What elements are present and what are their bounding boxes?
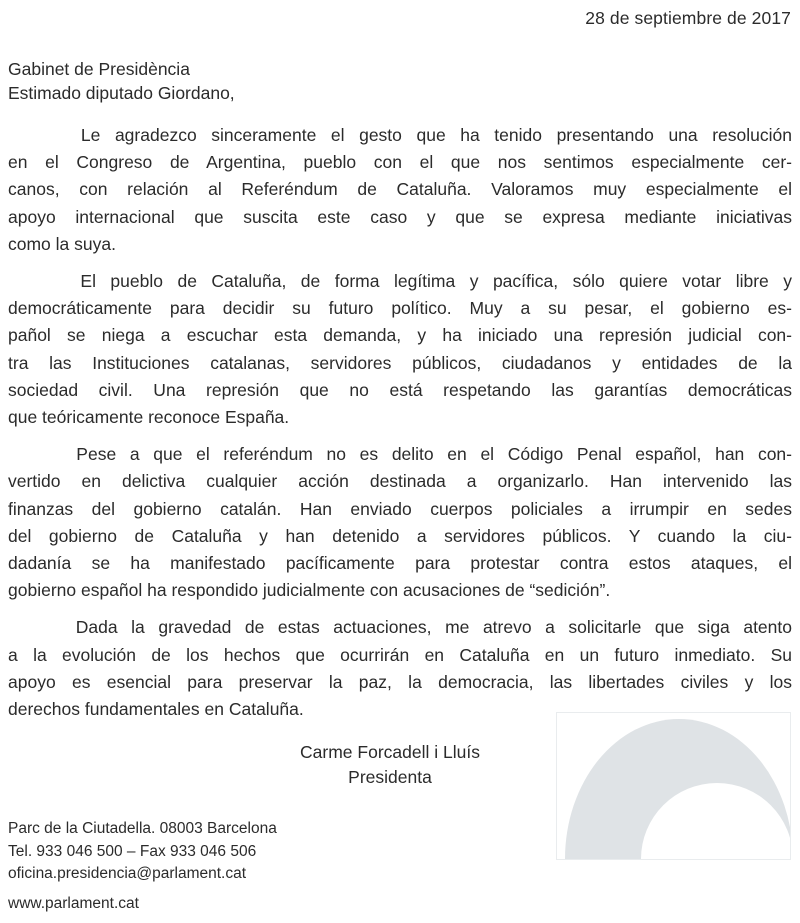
recipient-office: Gabinet de Presidència — [8, 59, 190, 79]
body-line: Pese a que el referéndum no es delito en el Código Penal español, han con- — [8, 444, 792, 465]
footer-website: www.parlament.cat — [8, 895, 139, 912]
signature-block — [180, 740, 600, 790]
body-line: vertido en delictiva cualquier acción destinada a organizarlo. Han intervenido las — [8, 471, 792, 492]
body-line: democráticamente para decidir su futuro político. Muy a su pesar, el gobierno es- — [8, 298, 792, 319]
body-line: apoyo internacional que suscita este caso y que se expresa mediante iniciativas — [8, 206, 792, 227]
signature-name: Carme Forcadell i Lluís — [300, 742, 480, 762]
body-line: Le agradezco sinceramente el gesto que ha tenido presentando una resolución — [8, 125, 792, 145]
parliament-arch-logo-icon — [556, 712, 791, 860]
body-line: gobierno español ha respondido judicialmente con acusaciones de “sedición”. — [8, 580, 611, 601]
paragraph-4 — [8, 614, 792, 723]
paragraph-2 — [8, 268, 792, 431]
body-line: como la suya. — [8, 233, 116, 254]
body-line: apoyo es esencial para preservar la paz, la democracia, las libertades civiles y los — [8, 671, 792, 692]
signature-title: Presidenta — [348, 767, 432, 787]
recipient-block — [8, 58, 608, 105]
body-line: canos, con relación al Referéndum de Cataluña. Valoramos muy especialmente el — [8, 179, 792, 200]
body-line: del gobierno de Cataluña y han detenido a servidores públicos. Y cuando la ciu- — [8, 525, 792, 546]
body-line: en el Congreso de Argentina, pueblo con el que nos sentimos especialmente cer- — [8, 152, 792, 173]
body-line: pañol se niega a escuchar esta demanda, y ha iniciado una represión judicial con- — [8, 325, 792, 346]
footer-email: oficina.presidencia@parlament.cat — [8, 865, 247, 882]
letter-date: 28 de septiembre de 2017 — [585, 8, 791, 28]
body-line: dadanía se ha manifestado pacíficamente para protestar contra estos ataques, el — [8, 553, 792, 574]
recipient-salutation: Estimado diputado Giordano, — [8, 82, 235, 103]
body-line: Dada la gravedad de estas actuaciones, me atrevo a solicitarle que siga atento — [8, 617, 792, 638]
body-line: sociedad civil. Una represión que no está respetando las garantías democráticas — [8, 379, 792, 400]
paragraph-3 — [8, 441, 792, 604]
body-line: finanzas del gobierno catalán. Han enviado cuerpos policiales a irrumpir en sedes — [8, 498, 792, 519]
paragraph-1 — [8, 122, 792, 258]
arch-graphic — [557, 713, 790, 859]
body-line: tra las Instituciones catalanas, servidores públicos, ciudadanos y entidades de la — [8, 352, 792, 373]
body-line: derechos fundamentales en Cataluña. — [8, 699, 304, 720]
body-line: El pueblo de Cataluña, de forma legítima y pacífica, sólo quiere votar libre y — [8, 271, 792, 292]
body-line: que teóricamente reconoce España. — [8, 407, 290, 428]
footer-phone: Tel. 933 046 500 – Fax 933 046 506 — [8, 842, 257, 860]
footer-address: Parc de la Ciutadella. 08003 Barcelona — [8, 820, 277, 837]
letter-body — [8, 122, 792, 733]
footer-contact — [8, 818, 277, 886]
body-line: a la evolución de los hechos que ocurrirán en Cataluña en un futuro inmediato. Su — [8, 644, 792, 665]
